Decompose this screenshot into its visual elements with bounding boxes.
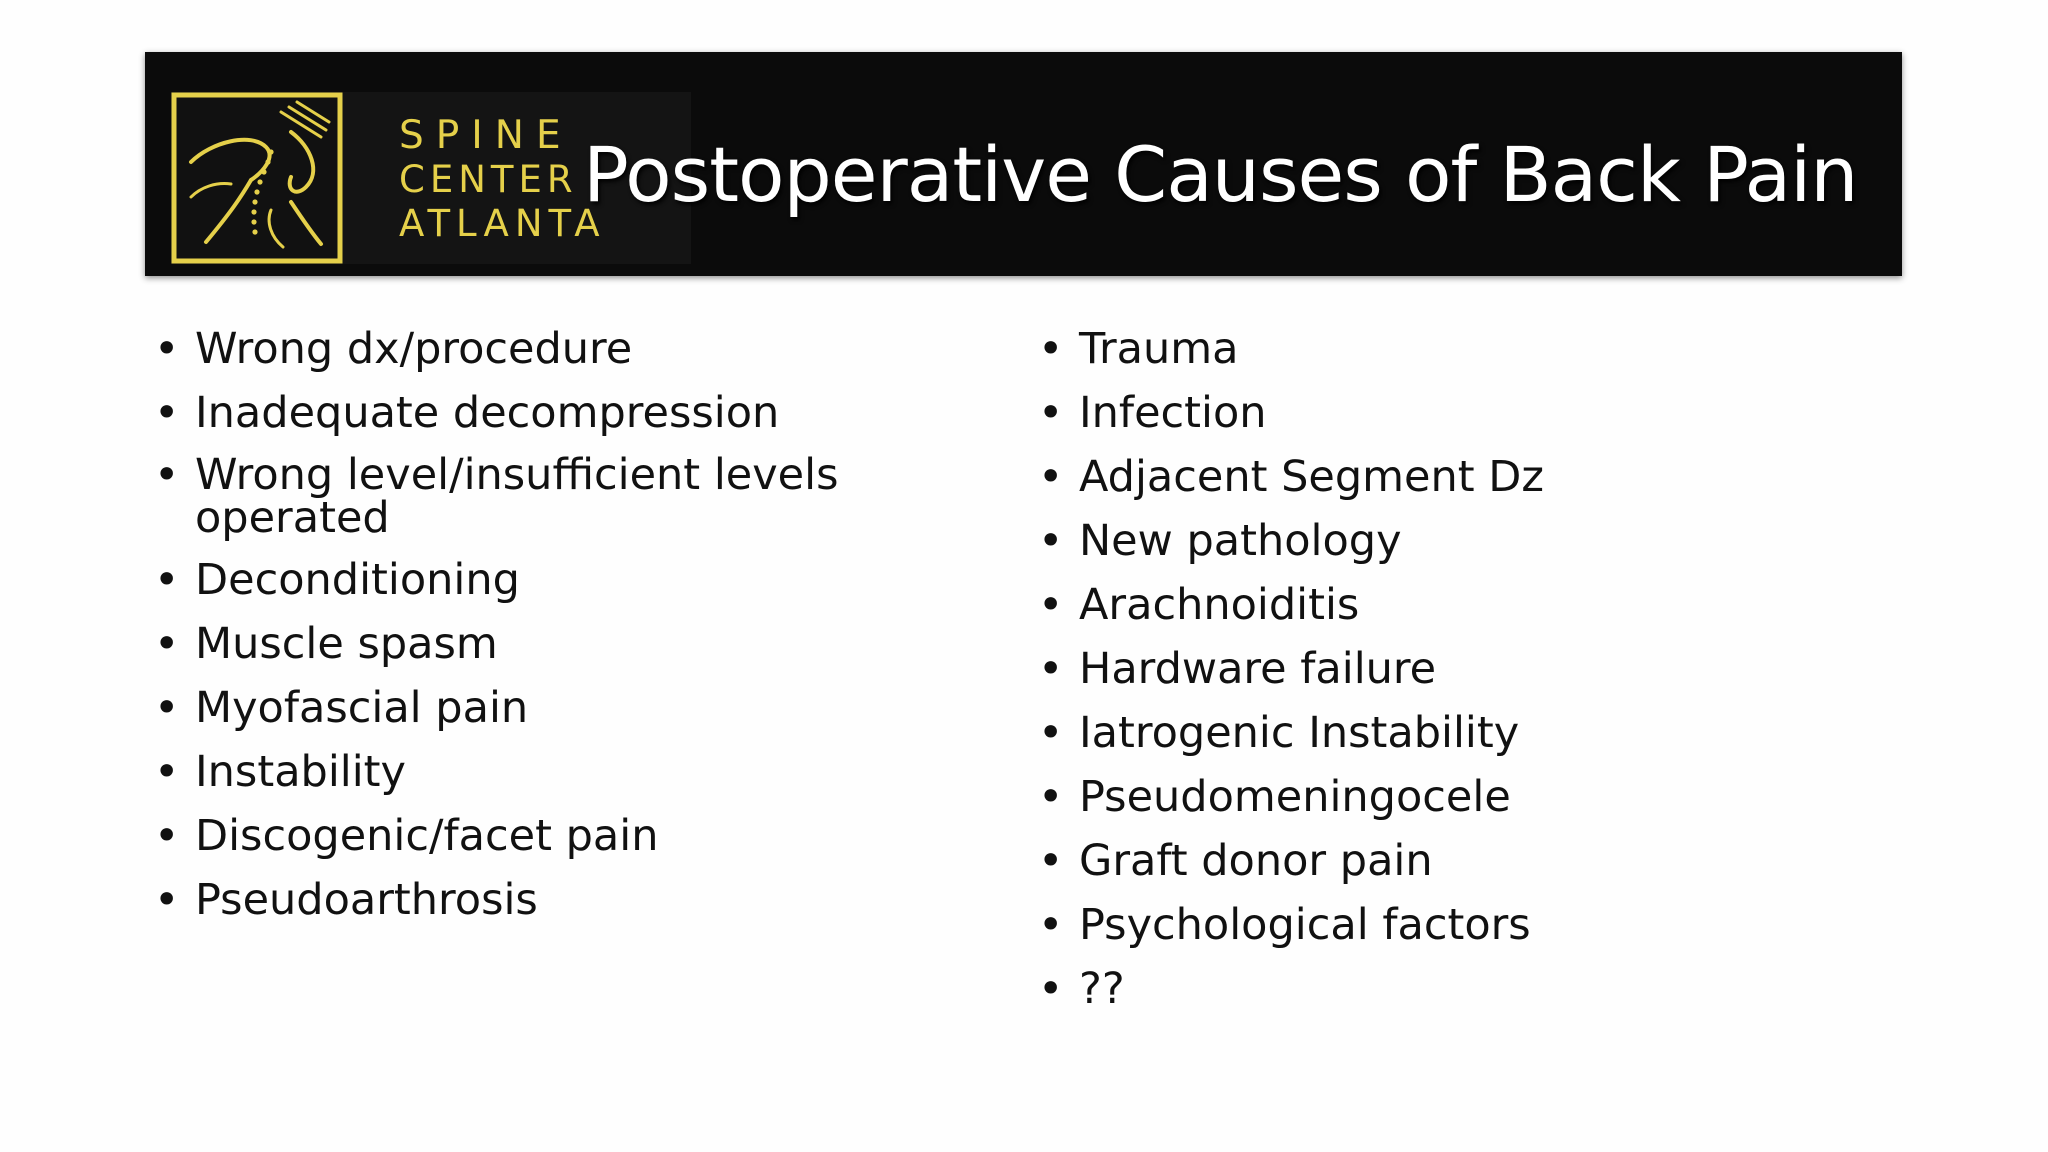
title-banner	[145, 52, 1902, 276]
logo-line-3: ATLANTA	[399, 202, 606, 245]
list-item: • Psychological factors	[1034, 902, 1794, 949]
list-item: • ??	[1034, 966, 1794, 1013]
list-item: • Deconditioning	[150, 557, 910, 604]
list-item: • Instability	[150, 749, 910, 796]
list-item: • Inadequate decompression	[150, 390, 910, 437]
list-item: • Muscle spasm	[150, 621, 910, 668]
left-bullet-list	[150, 326, 910, 941]
list-item: • Adjacent Segment Dz	[1034, 454, 1794, 501]
logo-line-2: CENTER	[399, 158, 578, 201]
list-item: • Pseudomeningocele	[1034, 774, 1794, 821]
list-item: • Iatrogenic Instability	[1034, 710, 1794, 757]
slide-title: Postoperative Causes of Back Pain	[583, 130, 1858, 219]
logo-line-1: SPINE	[399, 113, 573, 158]
list-item: • Discogenic/facet pain	[150, 813, 910, 860]
list-item: • Trauma	[1034, 326, 1794, 373]
list-item: • Myofascial pain	[150, 685, 910, 732]
list-item: • Hardware failure	[1034, 646, 1794, 693]
list-item: • New pathology	[1034, 518, 1794, 565]
right-bullet-list	[1034, 326, 1794, 1030]
list-item: • Arachnoiditis	[1034, 582, 1794, 629]
list-item: • Wrong dx/procedure	[150, 326, 910, 373]
list-item: • Wrong level/insufficient levels operated	[150, 454, 910, 540]
list-item: • Graft donor pain	[1034, 838, 1794, 885]
spine-figure-icon	[171, 92, 343, 264]
list-item: • Infection	[1034, 390, 1794, 437]
list-item: • Pseudoarthrosis	[150, 877, 910, 924]
